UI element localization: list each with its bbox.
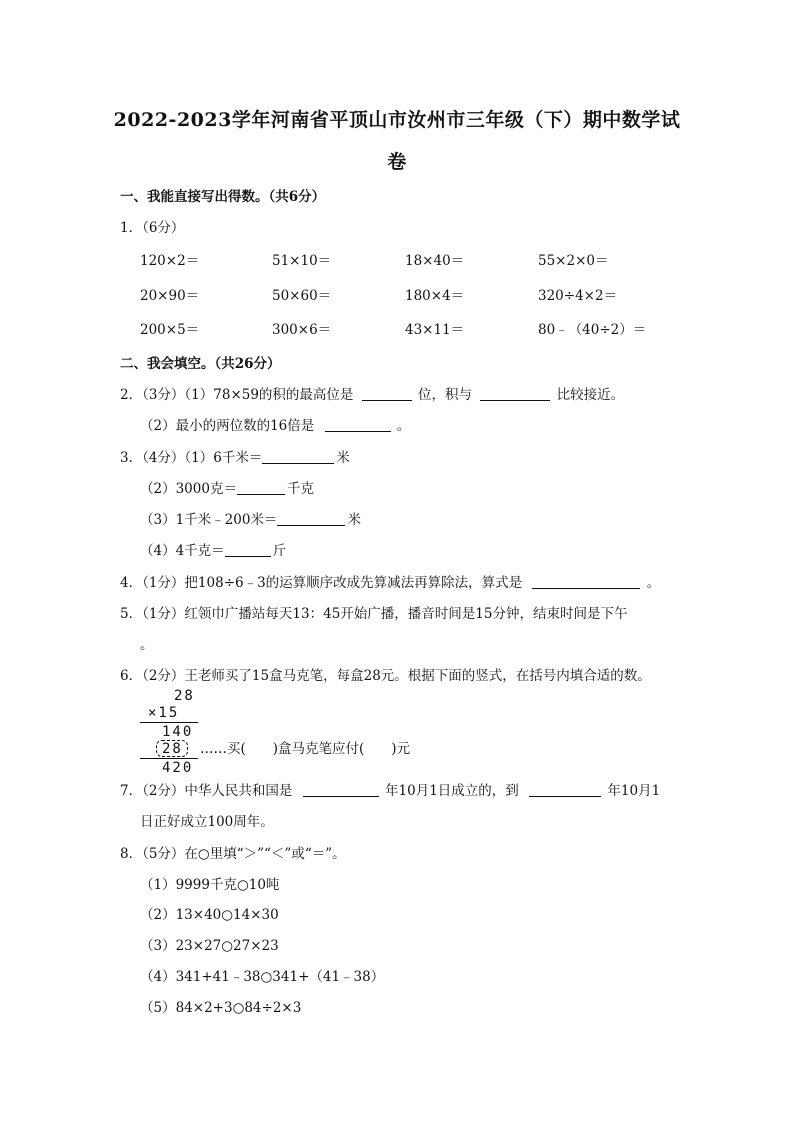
question-text: 3．（4分）（1）6千米＝ [120,450,263,466]
question-7-line-2: 日正好成立100周年。 [140,814,274,830]
question-text: 米 [347,512,361,528]
question-6-text: 6．（2分）王老师买了15盒马克笔，每盒28元。根据下面的竖式，在括号内填合适的数。 [120,668,651,684]
question-3-line-1 [120,449,350,467]
calc-item: 80﹣（40÷2）＝ [538,322,647,338]
question-3-line-4 [140,542,286,560]
question-text: 年10月1日成立的，到 [385,783,519,799]
section-2-heading: 二、我会填空。（共26分） [120,356,281,372]
question-text: 。 [646,575,661,591]
calc-item: 51×10＝ [272,253,332,269]
question-4 [120,574,660,592]
question-text: 2．（3分）（1）78×59的积的最高位是 [120,387,354,403]
question-text: 位，积与 [418,387,473,403]
partial-product-2: 28 [162,741,183,757]
calc-item: 55×2×0＝ [538,253,609,269]
question-text: 7．（2分）中华人民共和国是 [120,783,293,799]
comparison-item: （3）23×27○27×23 [140,938,279,954]
question-2-line-2 [140,417,410,435]
calc-item: 18×40＝ [405,253,465,269]
section-1-heading: 一、我能直接写出得数。（共6分） [120,189,326,205]
comparison-item: （1）9999千克○10吨 [140,877,280,893]
calc-item: 20×90＝ [140,288,200,304]
vertical-multiplication [140,688,440,780]
answer-blank[interactable] [277,511,345,526]
product: 420 [162,760,194,776]
answer-blank[interactable] [225,542,271,557]
multiplier: ×15 [148,705,180,721]
rule-line [140,758,198,759]
question-text: 。 [396,418,411,434]
answer-blank[interactable] [480,386,550,401]
question-5-line-2: 。 [140,637,154,653]
partial-product-1: 140 [162,724,194,740]
calc-item: 43×11＝ [405,322,465,338]
question-5-line-1: 5．（1分）红领巾广播站每天13：45开始广播，播音时间是15分钟，结束时间是下午 [120,606,628,622]
comparison-item: （4）341+41﹣38○341+（41﹣38） [140,969,385,985]
question-8-label: 8．（5分）在○里填“＞”“＜”或“＝”。 [120,846,346,862]
answer-blank[interactable] [362,386,412,401]
question-7-line-1 [120,782,660,800]
multiplicand: 28 [174,688,195,704]
calc-item: 50×60＝ [272,288,332,304]
question-text: 千克 [286,481,314,497]
question-3-line-3 [140,511,361,529]
calc-item: 180×4＝ [405,288,465,304]
question-3-line-2 [140,480,314,498]
comparison-item: （2）13×40○14×30 [140,907,279,923]
question-text: 4．（1分）把108÷6﹣3的运算顺序改成先算减法再算除法，算式是 [120,575,523,591]
answer-blank[interactable] [532,574,640,589]
question-text: 年10月1 [607,783,661,799]
calc-item: 200×5＝ [140,322,200,338]
question-text: （2）3000克＝ [140,481,237,497]
question-1-label: 1．（6分） [120,220,185,236]
answer-blank[interactable] [529,782,601,797]
answer-blank[interactable] [262,449,334,464]
calc-item: 120×2＝ [140,253,200,269]
exam-title-line-1: 2022-2023学年河南省平顶山市汝州市三年级（下）期中数学试 [113,109,681,131]
answer-blank[interactable] [303,782,379,797]
question-text: 斤 [272,543,287,559]
calc-item: 300×6＝ [272,322,332,338]
question-text: （4）4千克＝ [140,543,225,559]
calc-item: 320÷4×2＝ [538,288,618,304]
question-text: （2）最小的两位数的16倍是 [140,418,315,434]
question-text: 米 [336,450,350,466]
vertical-note: ……买( )盒马克笔应付( )元 [200,741,411,757]
rule-line [140,722,198,723]
question-text: （3）1千米﹣200米＝ [140,512,278,528]
comparison-item: （5）84×2+3○84÷2×3 [140,1000,302,1016]
answer-blank[interactable] [237,480,285,495]
exam-title-line-2: 卷 [387,151,407,173]
answer-blank[interactable] [325,417,391,432]
question-text: 比较接近。 [556,387,625,403]
question-2-line-1 [120,386,624,404]
